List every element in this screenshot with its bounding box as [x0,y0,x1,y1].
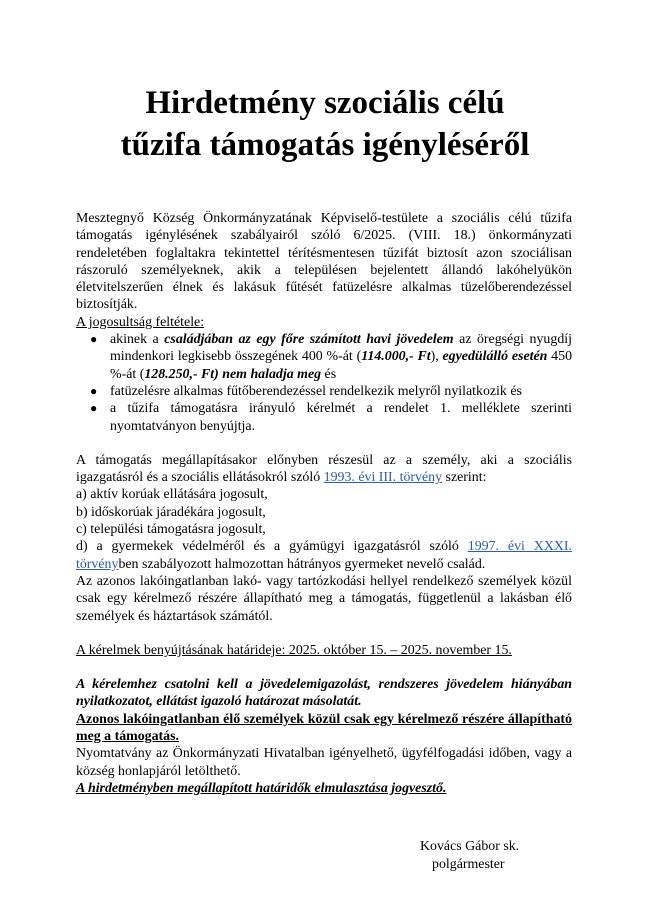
deadline-line: A kérelmek benyújtásának határideje: 2025. október 15. – 2025. november 15. [76,642,512,658]
condition-item-heating: ● fatüzelésre alkalmas fűtőberendezéssel rendelkezik melyről nyilatkozik és [90,383,522,399]
signer-title: polgármester [432,856,505,872]
priority-item-a: a) aktív korúak ellátására jogosult, [76,487,268,503]
title-line-1: Hirdetmény szociális célú [145,85,505,121]
law-link-1993[interactable]: 1993. évi III. törvény [323,470,443,486]
signer-name: Kovács Gábor sk. [420,839,520,854]
signature-block [420,838,560,873]
form-info-paragraph: Nyomtatvány az Önkormányzati Hivatalban igényelhető, ügyfélfogadási időben, vagy a község honlapjáról letölthető. [76,746,572,779]
law-link-1997[interactable]: 1997. évi XXXI. törvény [76,539,572,572]
condition-item-income: ● akinek a családjában az egy főre számított havi jövedelem az öregségi nyugdíj mindenkori legkisebb összegének 400 %-át (114.000,- Ft), egyedülálló esetén 450 %-át (128.250,- Ft) nem haladja meg és [90,332,573,382]
intro-paragraph: Mesztegnyő Község Önkormányzatának Képviselő-testülete a szociális célú tűzifa támogatás igénylésének szabályairól szóló 6/2025. (VIII. 18.) önkormányzati rendeletében foglaltakra tekintettel térítésmentesen tűzifát biztosít azon szociálisan rászoruló személyeknek, akik a településen bejelentett állandó lakóhelyükön életvitelszerűen élnek és lakásuk fűtését fatüzelésre alkalmas tüzelőberendezéssel biztosítják. [76,211,572,313]
priority-item-c: c) települési támogatásra jogosult, [76,522,266,538]
conditions-list [76,331,572,435]
attachment-notice: A kérelemhez csatolni kell a jövedelemigazolást, rendszeres jövedelem hiányában nyilatkozatot, ellátást igazoló határozat másolatát. [76,677,572,710]
priority-paragraph: A támogatás megállapításakor előnyben részesül az a személy, aki a szociális igazgatásról és a szociális ellátásokról szóló 1993. évi III. törvény szerint: [76,452,572,486]
priority-item-b: b) időskorúak járadékára jogosult, [76,504,266,520]
forfeit-notice: A hirdetményben megállapított határidők elmulasztása jogvesztő. [76,780,447,796]
same-property-notice: Azonos lakóingatlanban élő személyek közül csak egy kérelmező részére állapítható meg a támogatás. [76,711,572,745]
same-property-paragraph: Az azonos lakóingatlanban lakó- vagy tartózkodási hellyel rendelkező személyek közül csak egy kérelmező részére állapítható meg a támogatás, függetlenül a lakásban élő személyek és háztartások számától. [76,573,572,624]
condition-item-application: ● a tűzifa támogatásra irányuló kérelmét a rendelet 1. melléklete szerinti nyomtatványon benyújtja. [90,401,572,434]
conditions-heading: A jogosultság feltétele: [76,314,205,330]
page-title [60,82,590,166]
priority-item-d: d) a gyermekek védelméről és a gyámügyi igazgatásról szóló 1997. évi XXXI. törvényben szabályozott halmozottan hátrányos gyermeket nevelő család. [76,539,572,572]
bullet-icon: ● [90,383,98,398]
bullet-icon: ● [90,332,98,347]
bullet-icon: ● [90,401,98,416]
title-line-2: tűzifa támogatás igényléséről [120,127,530,163]
document-body [76,210,572,797]
